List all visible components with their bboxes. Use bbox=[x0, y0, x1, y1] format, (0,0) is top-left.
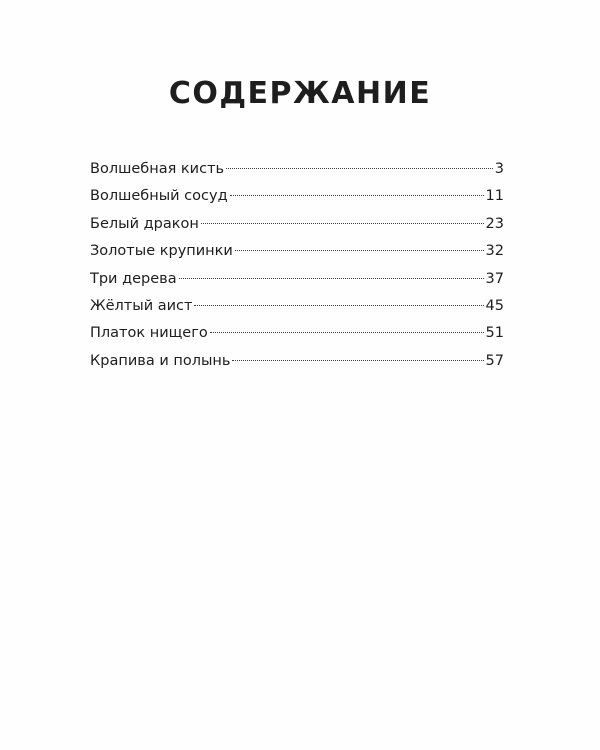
toc-entry-page: 37 bbox=[485, 270, 504, 287]
toc-entry bbox=[90, 293, 504, 320]
dot-leader bbox=[226, 168, 493, 169]
toc-entry-title: Три дерева bbox=[90, 270, 177, 287]
toc-entry-page: 23 bbox=[485, 215, 504, 232]
dot-leader bbox=[230, 195, 484, 196]
toc-entry-title: Белый дракон bbox=[90, 215, 199, 232]
toc-entry-page: 11 bbox=[485, 188, 504, 205]
toc-entry-title: Золотые крупинки bbox=[90, 243, 233, 260]
dot-leader bbox=[232, 360, 483, 361]
dot-leader bbox=[194, 305, 483, 306]
dot-leader bbox=[210, 332, 484, 333]
toc-entry bbox=[90, 238, 504, 265]
table-of-contents bbox=[90, 156, 504, 375]
toc-entry-title: Волшебная кисть bbox=[90, 161, 225, 177]
toc-entry-page: 45 bbox=[485, 297, 504, 314]
toc-entry bbox=[90, 320, 504, 347]
toc-entry-page: 57 bbox=[485, 352, 504, 369]
toc-entry bbox=[90, 211, 504, 238]
toc-entry bbox=[90, 266, 504, 293]
toc-entry-title: Волшебный сосуд bbox=[90, 188, 228, 205]
toc-entry bbox=[90, 183, 504, 210]
toc-entry-page: 51 bbox=[485, 325, 504, 342]
dot-leader bbox=[201, 223, 484, 224]
toc-entry-page: 3 bbox=[494, 161, 504, 177]
toc-entry-title: Жёлтый аист bbox=[90, 297, 193, 314]
toc-entry-title: Платок нищего bbox=[90, 325, 208, 342]
dot-leader bbox=[235, 250, 484, 251]
toc-entry-page: 32 bbox=[485, 243, 504, 260]
dot-leader bbox=[179, 278, 484, 279]
toc-entry bbox=[90, 348, 504, 375]
page-title: СОДЕРЖАНИЕ bbox=[168, 76, 432, 111]
toc-entry bbox=[90, 156, 504, 183]
toc-entry-title: Крапива и полынь bbox=[90, 352, 231, 369]
